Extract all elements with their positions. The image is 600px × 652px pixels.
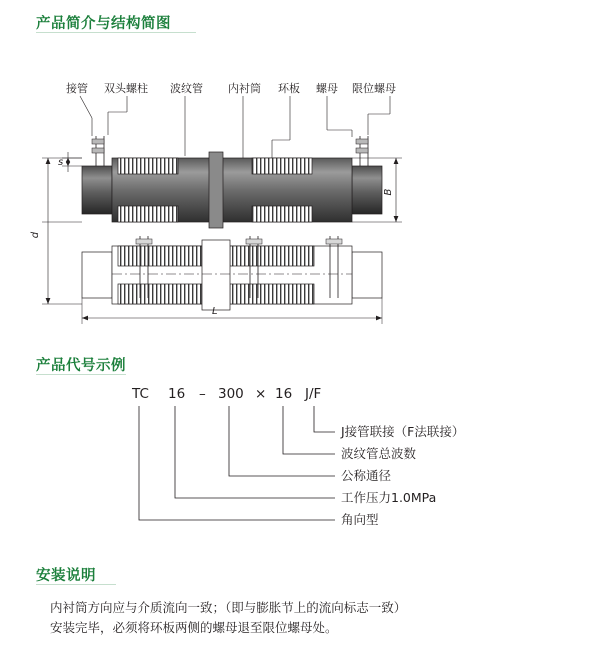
dim-label-L: L: [212, 306, 218, 317]
code-token-1: 16: [168, 386, 186, 402]
code-token-3: 300: [218, 386, 244, 402]
callout-label-5: 螺母: [316, 82, 338, 95]
code-legend-1: 波纹管总波数: [341, 446, 417, 461]
code-legend-3: 工作压力1.0MPa: [341, 490, 437, 505]
callout-label-0: 接管: [66, 82, 88, 95]
callout-label-4: 环板: [278, 82, 300, 95]
code-token-5: 16: [275, 386, 293, 402]
callout-label-2: 波纹管: [170, 82, 203, 95]
install-note-0: 内衬筒方向应与介质流向一致；（即与膨胀节上的流向标志一致）: [50, 600, 407, 615]
section-title-install: 安装说明: [36, 568, 96, 584]
install-note-1: 安装完毕，必须将环板两侧的螺母退至限位螺母处。: [50, 620, 338, 635]
code-legend-2: 公称通径: [341, 468, 392, 483]
dim-label-d: d: [30, 231, 41, 239]
callout-label-3: 内衬筒: [228, 82, 261, 95]
dim-label-s: s: [58, 157, 64, 168]
callout-label-6: 限位螺母: [352, 82, 396, 95]
code-token-4: ×: [255, 386, 267, 402]
code-legend-0: J接管联接（F法联接）: [341, 424, 465, 439]
code-token-6: J/F: [305, 386, 322, 402]
section-title-intro: 产品简介与结构简图: [36, 16, 171, 32]
title-divider-intro: [36, 32, 196, 33]
code-token-2: –: [199, 386, 206, 402]
install-notes: [50, 598, 406, 638]
product-code-figure: [0, 380, 600, 550]
code-legend-4: 角向型: [341, 512, 379, 527]
callout-label-1: 双头螺柱: [104, 82, 148, 95]
title-divider-code: [36, 374, 126, 375]
section-title-code: 产品代号示例: [36, 358, 126, 374]
title-divider-install: [36, 584, 116, 585]
dim-label-B: B: [383, 188, 394, 196]
code-token-0: TC: [132, 386, 149, 402]
structure-diagram: [0, 40, 600, 340]
